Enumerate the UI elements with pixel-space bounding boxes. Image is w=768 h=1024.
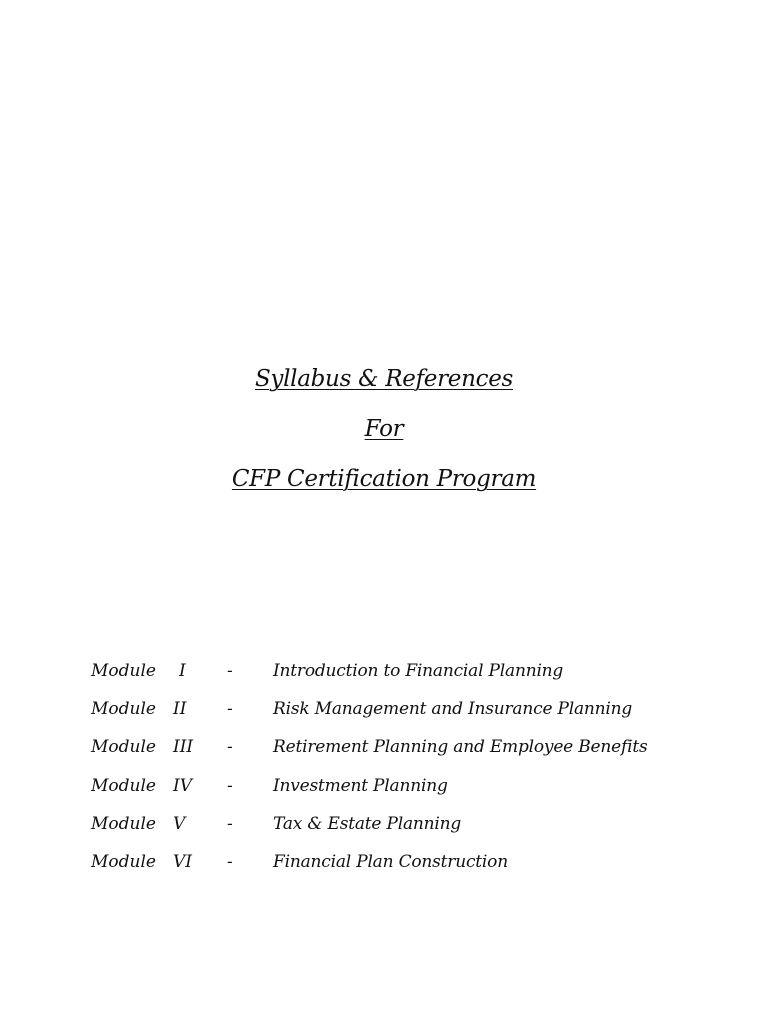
title-line-2: For [364,416,404,442]
module-title: Tax & Estate Planning [273,813,462,834]
module-title: Introduction to Financial Planning [273,661,564,681]
module-separator: - [227,661,233,681]
module-row-2 [91,694,731,732]
module-title: Financial Plan Construction [273,851,508,872]
title-line-1: Syllabus & References [254,366,514,392]
module-number: I [179,661,186,681]
module-label: Module [91,737,156,758]
module-separator: - [227,699,233,720]
module-title: Retirement Planning and Employee Benefits [273,737,648,758]
title-line-3: CFP Certification Program [231,466,537,492]
module-label: Module [91,661,156,681]
module-number: III [173,737,194,758]
module-number: V [173,813,186,834]
module-title: Risk Management and Insurance Planning [273,699,633,720]
module-row-4 [91,771,731,809]
module-number: VI [173,851,192,872]
module-row-1 [91,656,731,694]
module-number: IV [173,775,192,796]
module-label: Module [91,775,156,796]
module-label: Module [91,813,156,834]
module-label: Module [91,851,156,872]
module-row-3 [91,732,731,770]
module-row-5 [91,809,731,847]
module-row-6 [91,847,731,885]
module-separator: - [227,851,233,872]
title-block [0,354,768,504]
module-separator: - [227,775,233,796]
module-label: Module [91,699,156,720]
module-title: Investment Planning [273,775,448,796]
module-number: II [173,699,187,720]
module-list [91,656,731,885]
module-separator: - [227,813,233,834]
module-separator: - [227,737,233,758]
